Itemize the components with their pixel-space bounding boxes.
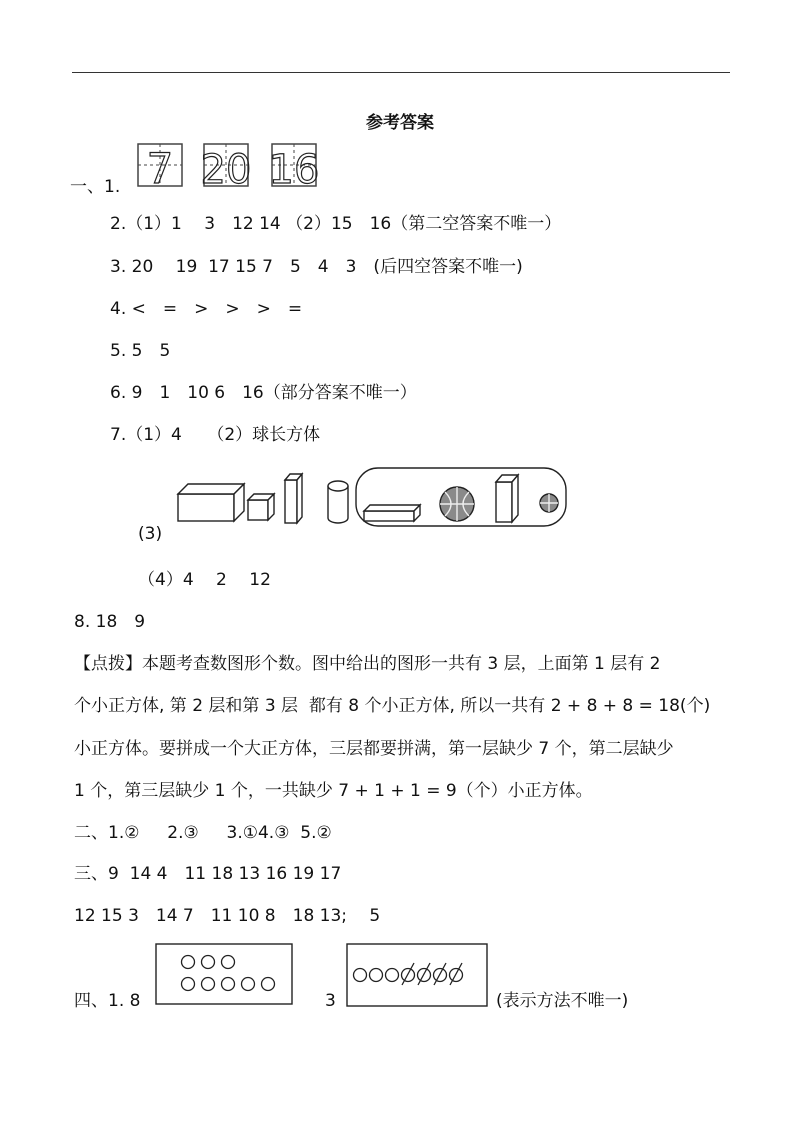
digit-writing-boxes	[136, 138, 336, 190]
section-2-answers: 二、1.② 2.③ 3.①4.③ 5.②	[74, 823, 332, 843]
section-4-note: (表示方法不唯一)	[496, 991, 629, 1011]
answer-q5: 5. 5 5	[110, 341, 171, 361]
digit-box-2-text: 20	[200, 147, 252, 190]
cube-small	[248, 494, 274, 520]
hint-line: 小正方体。要拼成一个大正方体，三层都要拼满，第一层缺少 7 个，第二层缺少	[74, 739, 674, 759]
answer-q2: 2.（1）1 3 12 14 （2）15 16（第二空答案不唯一）	[110, 214, 562, 234]
cuboid-tall-2	[496, 475, 518, 522]
section-4-second-value: 3	[325, 991, 336, 1011]
circle-box-eight	[155, 943, 295, 1007]
cuboid-tall	[285, 474, 302, 523]
answer-q4: 4. < = > > > =	[110, 299, 303, 319]
basketball-large	[440, 487, 474, 521]
hint-line: 【点拨】本题考查数图形个数。图中给出的图形一共有 3 层，上面第 1 层有 2	[74, 654, 661, 674]
cuboid-large	[178, 484, 244, 521]
answer-q8: 8. 18 9	[74, 612, 146, 632]
cylinder	[328, 481, 348, 523]
answer-q6: 6. 9 1 10 6 16（部分答案不唯一）	[110, 383, 417, 403]
answer-q7: 7.（1）4 （2）球长方体	[110, 425, 321, 445]
header-rule	[72, 72, 730, 73]
digit-box-3-text: 16	[268, 147, 320, 190]
circle-box-crossed	[346, 943, 490, 1009]
section-1-prefix: 一、1.	[70, 177, 121, 197]
shapes-figure	[170, 466, 570, 530]
hint-line: 个小正方体, 第 2 层和第 3 层 都有 8 个小正方体, 所以一共有 2 + 8 + 8 = 18(个)	[74, 696, 711, 716]
basketball-small	[540, 494, 558, 512]
page-title: 参考答案	[366, 113, 434, 133]
answer-q7-4: （4）4 2 12	[138, 570, 271, 590]
section-3-line-2: 12 15 3 14 7 11 10 8 18 13; 5	[74, 906, 381, 926]
hint-line: 1 个，第三层缺少 1 个，一共缺少 7 + 1 + 1 = 9（个）小正方体。	[74, 781, 593, 801]
digit-box-1-text: 7	[146, 144, 174, 190]
section-4-prefix: 四、1. 8	[74, 991, 141, 1011]
answer-q3: 3. 20 19 17 15 7 5 4 3 (后四空答案不唯一)	[110, 257, 523, 277]
section-3-line-1: 三、9 14 4 11 18 13 16 19 17	[74, 864, 342, 884]
cuboid-flat	[364, 505, 420, 521]
answer-q7-3: (3)	[138, 524, 163, 544]
